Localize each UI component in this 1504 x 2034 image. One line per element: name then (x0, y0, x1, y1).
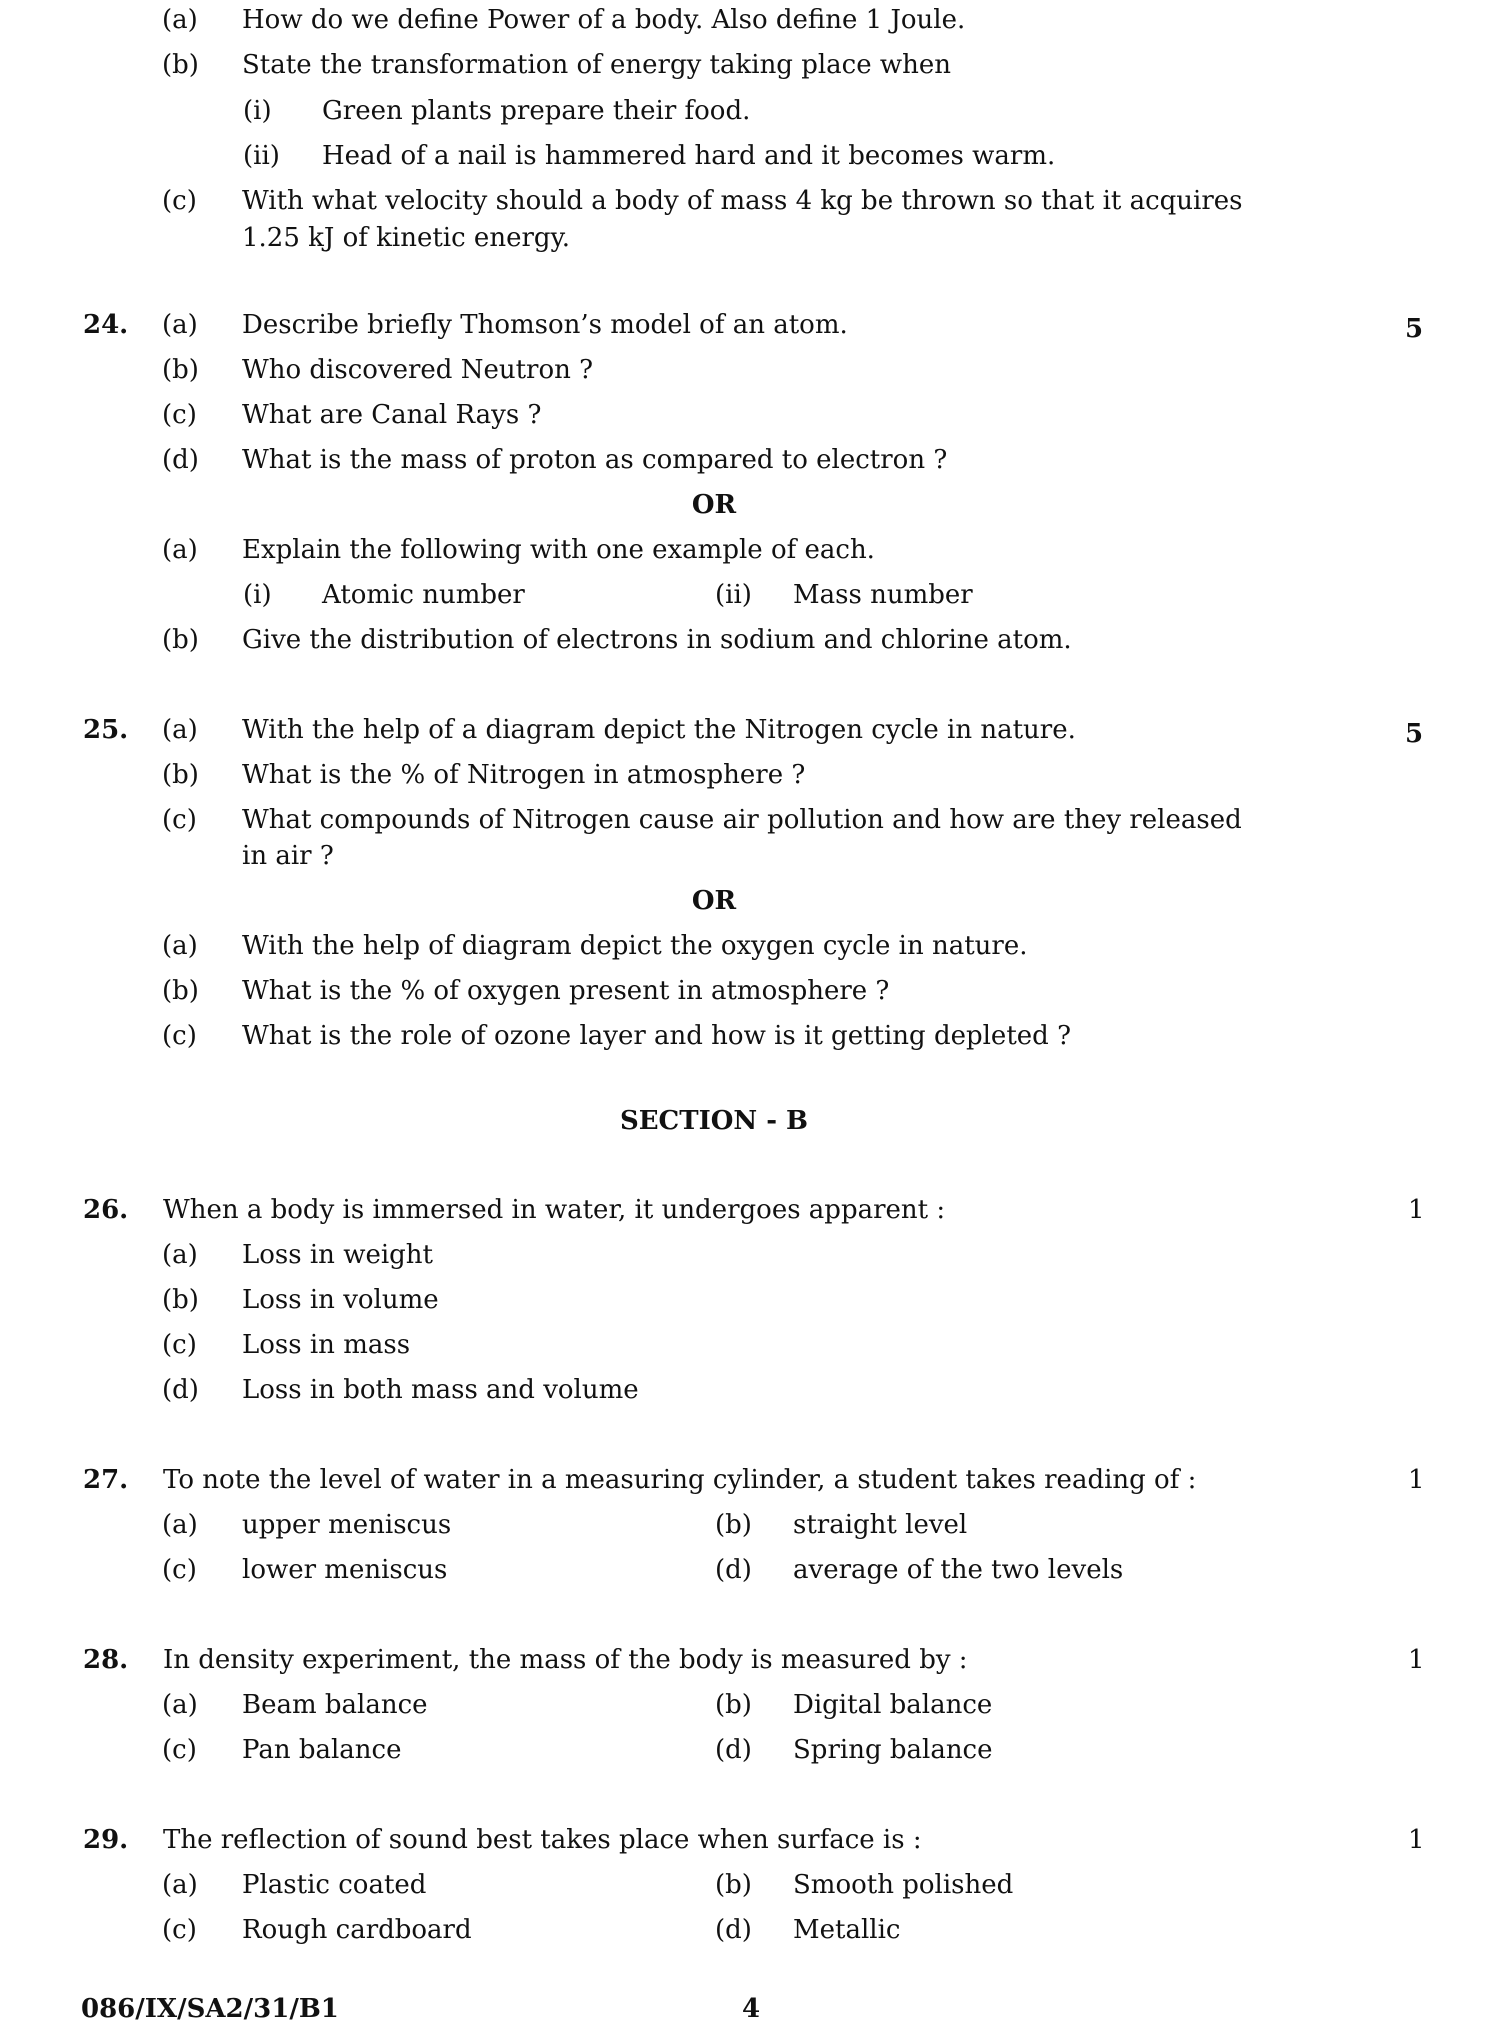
question-number: 24. (83, 310, 129, 340)
option-label: (b) (715, 1870, 752, 1900)
subpart-label: (i) (243, 580, 272, 610)
option-label: (d) (715, 1915, 752, 1945)
part-label: (b) (162, 760, 199, 790)
option-label: (a) (162, 1690, 198, 1720)
option-text: Loss in mass (242, 1330, 411, 1360)
option-label: (c) (162, 1555, 197, 1585)
option-text: Digital balance (793, 1690, 993, 1720)
subpart-text: Head of a nail is hammered hard and it becomes warm. (322, 141, 1056, 171)
part-label: (c) (162, 1021, 197, 1051)
part-label: (b) (162, 625, 199, 655)
part-text: What is the mass of proton as compared to electron ? (242, 445, 948, 475)
part-text: What is the role of ozone layer and how is it getting depleted ? (242, 1021, 1072, 1051)
part-label: (a) (162, 5, 198, 35)
question-number: 27. (83, 1465, 129, 1495)
question-stem: In density experiment, the mass of the body is measured by : (163, 1645, 968, 1675)
marks: 1 (1408, 1195, 1425, 1225)
option-label: (b) (162, 1285, 199, 1315)
option-text: Spring balance (793, 1735, 993, 1765)
part-text: What is the % of Nitrogen in atmosphere ? (242, 760, 806, 790)
part-label: (b) (162, 355, 199, 385)
part-label: (a) (162, 715, 198, 745)
question-number: 28. (83, 1645, 129, 1675)
marks: 1 (1408, 1465, 1425, 1495)
option-label: (b) (715, 1510, 752, 1540)
option-text: Rough cardboard (242, 1915, 472, 1945)
part-label: (d) (162, 445, 199, 475)
part-text-continued: 1.25 kJ of kinetic energy. (242, 223, 571, 253)
option-text: straight level (793, 1510, 968, 1540)
option-label: (c) (162, 1330, 197, 1360)
part-label: (a) (162, 535, 198, 565)
option-text: Loss in weight (242, 1240, 433, 1270)
marks: 5 (1405, 719, 1424, 749)
option-text: upper meniscus (242, 1510, 452, 1540)
option-text: Metallic (793, 1915, 901, 1945)
part-label: (c) (162, 186, 197, 216)
marks: 5 (1405, 314, 1424, 344)
part-text: What is the % of oxygen present in atmosphere ? (242, 976, 890, 1006)
question-number: 26. (83, 1195, 129, 1225)
question-number: 25. (83, 715, 129, 745)
option-text: Loss in both mass and volume (242, 1375, 639, 1405)
part-text-continued: in air ? (242, 841, 334, 871)
option-text: Loss in volume (242, 1285, 439, 1315)
part-label: (a) (162, 931, 198, 961)
option-text: Pan balance (242, 1735, 402, 1765)
option-text: Beam balance (242, 1690, 428, 1720)
subpart-text: Mass number (793, 580, 973, 610)
or-divider: OR (691, 886, 737, 916)
part-label: (c) (162, 400, 197, 430)
option-label: (a) (162, 1510, 198, 1540)
page-number: 4 (742, 1994, 761, 2024)
question-stem: When a body is immersed in water, it undergoes apparent : (163, 1195, 946, 1225)
subpart-text: Atomic number (322, 580, 525, 610)
or-divider: OR (691, 490, 737, 520)
marks: 1 (1408, 1825, 1425, 1855)
option-label: (a) (162, 1240, 198, 1270)
subpart-label: (ii) (243, 141, 280, 171)
part-text: Describe briefly Thomson’s model of an atom. (242, 310, 848, 340)
part-text: With the help of a diagram depict the Nitrogen cycle in nature. (242, 715, 1076, 745)
part-text: Give the distribution of electrons in sodium and chlorine atom. (242, 625, 1072, 655)
question-stem: To note the level of water in a measuring cylinder, a student takes reading of : (163, 1465, 1197, 1495)
part-text: State the transformation of energy taking place when (242, 50, 952, 80)
part-text: What compounds of Nitrogen cause air pollution and how are they released (242, 805, 1242, 835)
part-label: (b) (162, 50, 199, 80)
option-text: lower meniscus (242, 1555, 448, 1585)
part-text: How do we define Power of a body. Also define 1 Joule. (242, 5, 966, 35)
option-label: (a) (162, 1870, 198, 1900)
option-label: (c) (162, 1735, 197, 1765)
option-text: Plastic coated (242, 1870, 427, 1900)
option-text: average of the two levels (793, 1555, 1124, 1585)
part-text: Explain the following with one example of each. (242, 535, 875, 565)
subpart-label: (i) (243, 96, 272, 126)
part-text: What are Canal Rays ? (242, 400, 542, 430)
part-label: (a) (162, 310, 198, 340)
option-text: Smooth polished (793, 1870, 1014, 1900)
part-text: Who discovered Neutron ? (242, 355, 594, 385)
part-text: With the help of diagram depict the oxygen cycle in nature. (242, 931, 1028, 961)
question-stem: The reflection of sound best takes place when surface is : (163, 1825, 922, 1855)
marks: 1 (1408, 1645, 1425, 1675)
section-title: SECTION - B (619, 1106, 809, 1136)
part-label: (b) (162, 976, 199, 1006)
subpart-text: Green plants prepare their food. (322, 96, 751, 126)
option-label: (d) (162, 1375, 199, 1405)
question-number: 29. (83, 1825, 129, 1855)
paper-code: 086/IX/SA2/31/B1 (81, 1994, 339, 2024)
part-label: (c) (162, 805, 197, 835)
option-label: (c) (162, 1915, 197, 1945)
option-label: (d) (715, 1735, 752, 1765)
option-label: (d) (715, 1555, 752, 1585)
subpart-label: (ii) (715, 580, 752, 610)
option-label: (b) (715, 1690, 752, 1720)
part-text: With what velocity should a body of mass 4 kg be thrown so that it acquires (242, 186, 1243, 216)
